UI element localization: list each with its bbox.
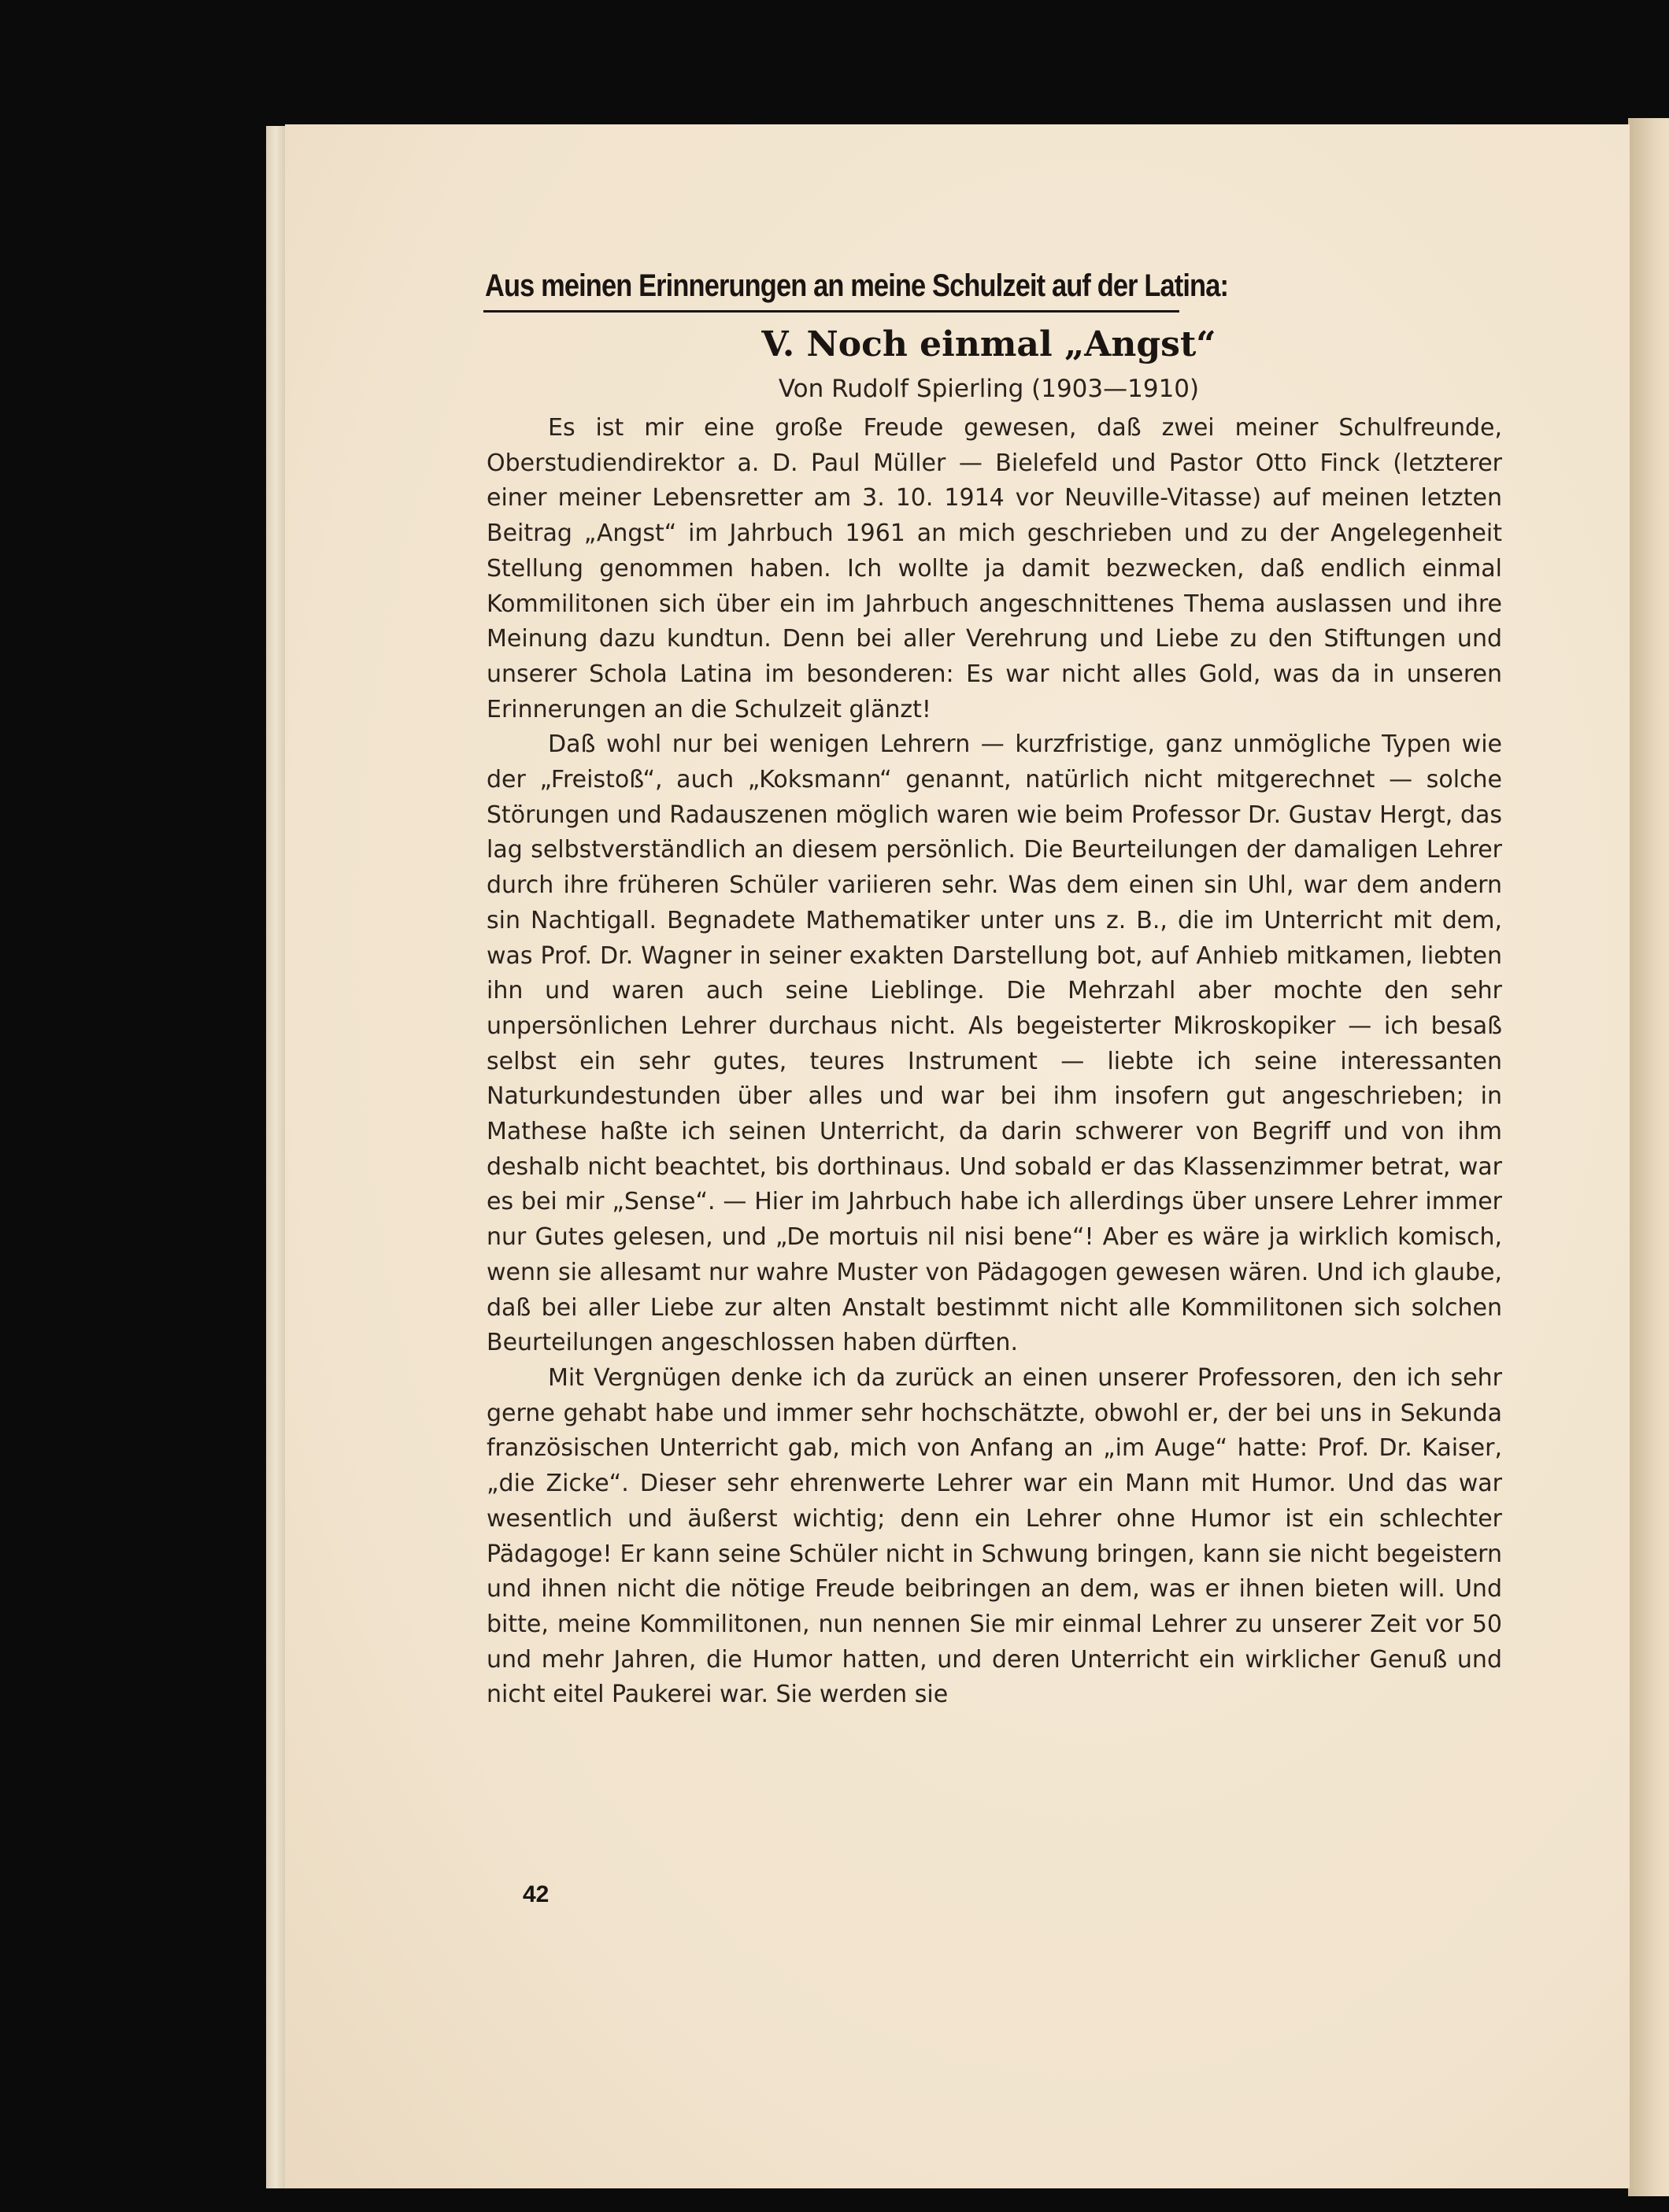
- page-number: 42: [523, 1881, 550, 1907]
- heading-underline: [483, 310, 1179, 313]
- paragraph-3: Mit Vergnügen denke ich da zurück an einen unserer Professoren, den ich sehr gerne gehabt habe und immer sehr hochschätzte, obwohl er, der bei uns in Sekunda französischen Unterricht gab, mich von Anfang an „im Auge“ hatte: Prof. Dr. Kaiser, „die Zicke“. Dieser sehr ehrenwerte Lehrer war ein Mann mit Humor. Und das war wesentlich und äußerst wichtig; denn ein Lehrer ohne Humor ist ein schlechter Pädagoge! Er kann seine Schüler nicht in Schwung bringen, kann sie nicht begeistern und ihnen nicht die nötige Freude beibringen an dem, was er ihnen bieten will. Und bitte, meine Kommilitonen, nun nennen Sie mir einmal Lehrer zu unserer Zeit vor 50 und mehr Jahren, die Humor hatten, und deren Unterricht ein wirklicher Genuß und nicht eitel Paukerei war. Sie werden sie: [487, 1363, 1502, 1709]
- article-title: V. Noch einmal „Angst“: [761, 324, 1216, 364]
- article-body: [487, 411, 1502, 1713]
- series-heading: Aus meinen Erinnerungen an meine Schulzeit auf der Latina:: [485, 268, 1229, 303]
- facing-page-edge: [1628, 118, 1669, 2196]
- paragraph-2: Daß wohl nur bei wenigen Lehrern — kurzfristige, ganz unmögliche Typen wie der „Freistoß“, auch „Koksmann“ genannt, natürlich nicht mitgerechnet — solche Störungen und Radauszenen möglich waren wie beim Professor Dr. Gustav Hergt, das lag selbstverständlich an diesem persönlich. Die Beurteilungen der damaligen Lehrer durch ihre früheren Schüler variieren sehr. Was dem einen sin Uhl, war dem andern sin Nachtigall. Begnadete Mathematiker unter uns z. B., die im Unterricht mit dem, was Prof. Dr. Wagner in seiner exakten Darstellung bot, auf Anhieb mitkamen, liebten ihn und waren auch seine Lieblinge. Die Mehrzahl aber mochte den sehr unpersönlichen Lehrer durchaus nicht. Als begeisterter Mikroskopiker — ich besaß selbst ein sehr gutes, teures Instrument — liebte ich seine interessanten Naturkundestunden über alles und war bei ihm insofern gut angeschrieben; in Mathese haßte ich seinen Unterricht, da darin schwerer von Begriff und von ihm deshalb nicht beachtet, bis dorthinaus. Und sobald er das Klassenzimmer betrat, war es bei mir „Sense“. — Hier im Jahrbuch habe ich allerdings über unsere Lehrer immer nur Gutes gelesen, und „De mortuis nil nisi bene“! Aber es wäre ja wirklich komisch, wenn sie allesamt nur wahre Muster von Pädagogen gewesen wären. Und ich glaube, daß bei aller Liebe zur alten Anstalt bestimmt nicht alle Kommilitonen sich solchen Beurteilungen angeschlossen haben dürften.: [487, 731, 1502, 1357]
- byline: Von Rudolf Spierling (1903—1910): [778, 375, 1200, 403]
- paragraph-1: Es ist mir eine große Freude gewesen, daß zwei meiner Schulfreunde, Oberstudiendirektor a. D. Paul Müller — Bielefeld und Pastor Otto Finck (letzterer einer meiner Lebensretter am 3. 10. 1914 vor Neuville-Vitasse) auf meinen letzten Beitrag „Angst“ im Jahrbuch 1961 an mich geschrieben und zu der Angelegenheit Stellung genommen haben. Ich wollte ja damit bezwecken, daß endlich einmal Kommilitonen sich über ein im Jahrbuch angeschnittenes Thema auslassen und ihre Meinung dazu kundtun. Denn bei aller Verehrung und Liebe zu den Stiftungen und unserer Schola Latina im besonderen: Es war nicht alles Gold, was da in unseren Erinnerungen an die Schulzeit glänzt!: [487, 414, 1502, 723]
